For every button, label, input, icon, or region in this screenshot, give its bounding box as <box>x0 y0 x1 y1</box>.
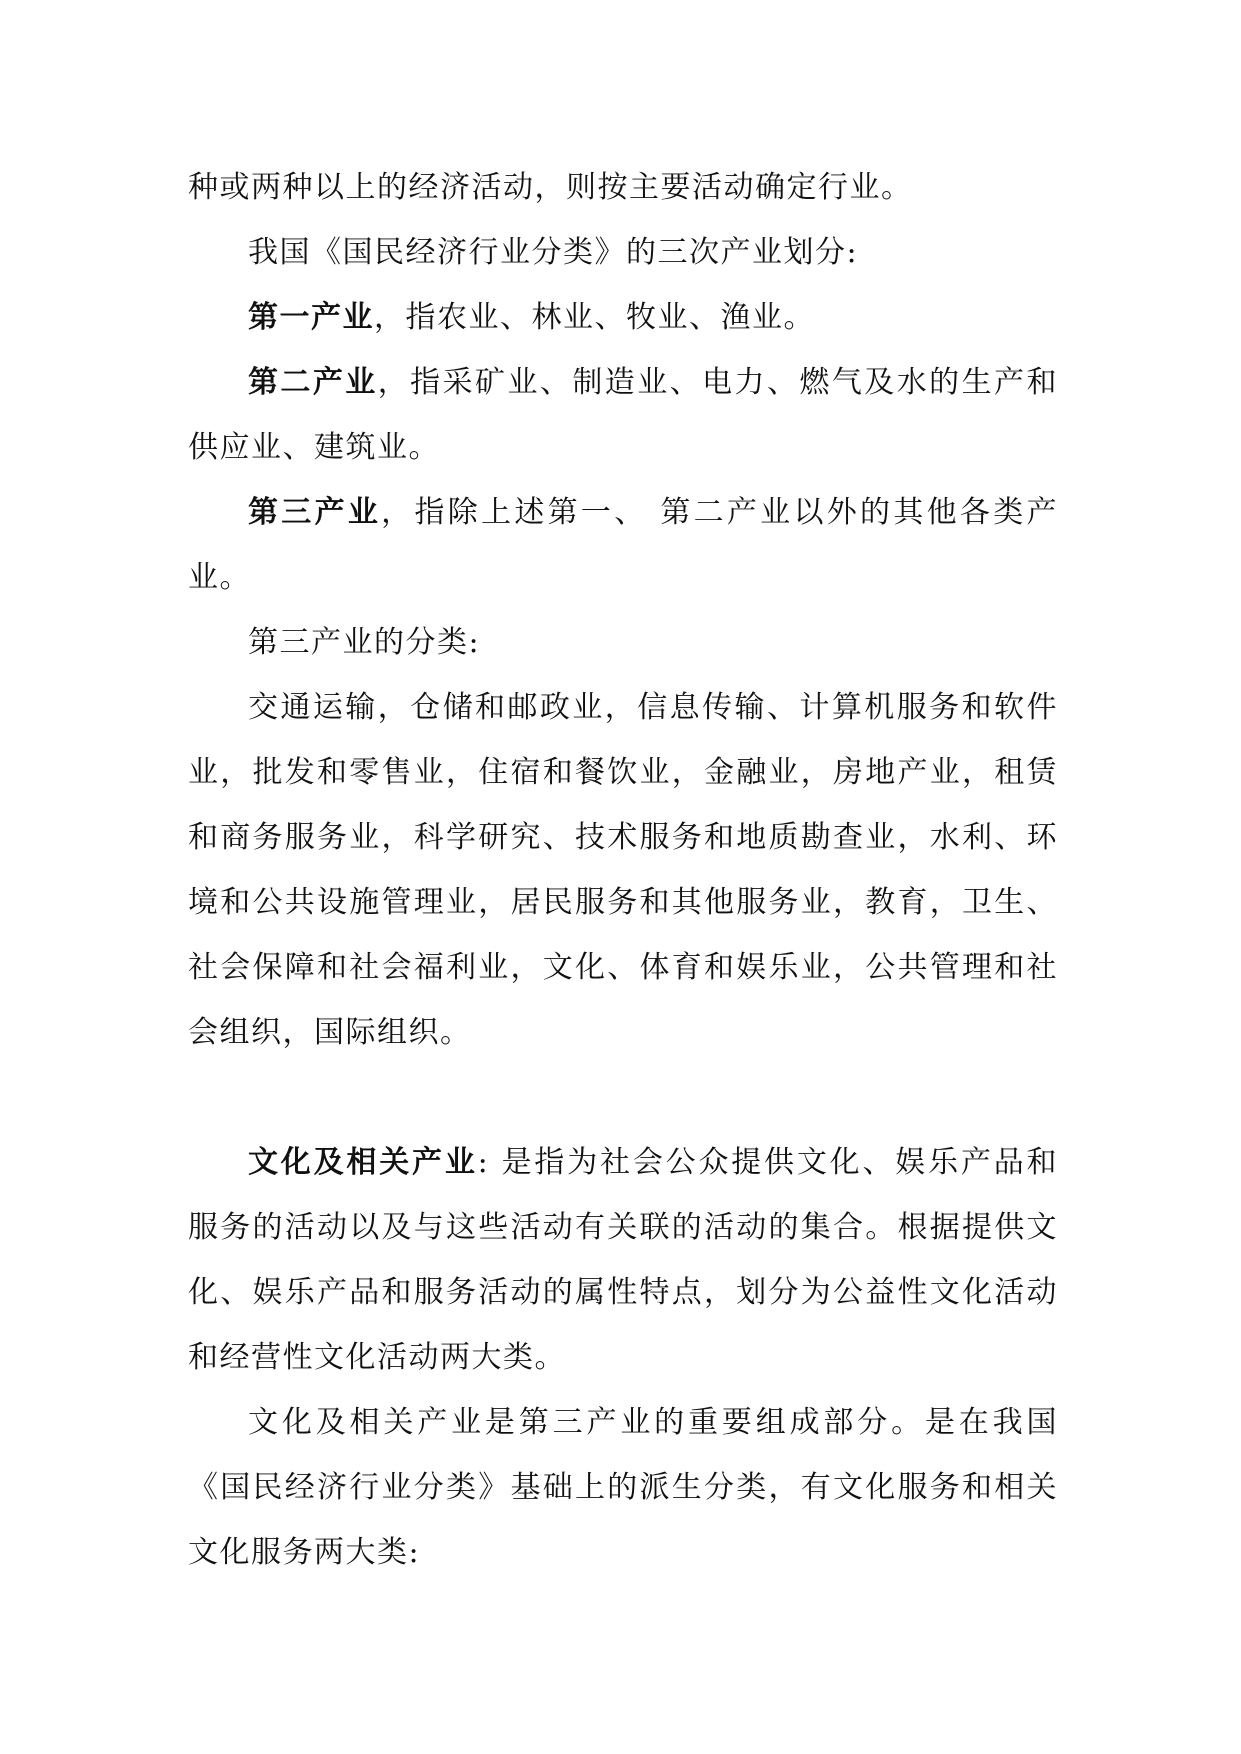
paragraph-tertiary-classification-list: 交通运输，仓储和邮政业，信息传输、计算机服务和软件业，批发和零售业，住宿和餐饮业，金融业，房地产业，租赁和商务服务业，科学研究、技术服务和地质勘查业，水利、环境和公共设施管理业，居民服务和其他服务业，教育，卫生、社会保障和社会福利业，文化、体育和娱乐业，公共管理和社会组织，国际组织。 <box>188 690 1058 1050</box>
paragraph-continuation: 种或两种以上的经济活动，则按主要活动确定行业。 <box>188 170 913 205</box>
document-body <box>188 155 1058 1585</box>
paragraph-tertiary-classification-heading: 第三产业的分类: <box>248 625 481 660</box>
paragraph-secondary-industry <box>188 350 1058 480</box>
paragraph-cultural-industry-classification: 文化及相关产业是第三产业的重要组成部分。是在我国《国民经济行业分类》基础上的派生分类，有文化服务和相关文化服务两大类: <box>188 1405 1058 1570</box>
paragraph-industry-division-intro: 我国《国民经济行业分类》的三次产业划分: <box>248 235 859 270</box>
paragraph-cultural-industry <box>188 1130 1058 1390</box>
term-secondary-industry: 第二产业 <box>248 365 378 400</box>
definition-secondary-industry: ，指采矿业、制造业、电力、燃气及水的生产和供应业、建筑业。 <box>188 365 1058 465</box>
definition-tertiary-industry: ，指除上述第一、 第二产业以外的其他各类产业。 <box>188 495 1059 595</box>
term-cultural-industry: 文化及相关产业 <box>248 1145 478 1180</box>
term-primary-industry: 第一产业 <box>248 300 374 335</box>
paragraph-gap <box>188 1065 1058 1130</box>
term-tertiary-industry: 第三产业 <box>248 495 382 530</box>
paragraph-primary-industry <box>188 285 1058 350</box>
paragraph-tertiary-industry <box>188 480 1058 610</box>
definition-cultural-industry: : 是指为社会公众提供文化、娱乐产品和服务的活动以及与这些活动有关联的活动的集合。根据提供文化、娱乐产品和服务活动的属性特点，划分为公益性文化活动和经营性文化活动两大类。 <box>188 1145 1059 1375</box>
definition-primary-industry: ，指农业、林业、牧业、渔业。 <box>374 300 815 335</box>
